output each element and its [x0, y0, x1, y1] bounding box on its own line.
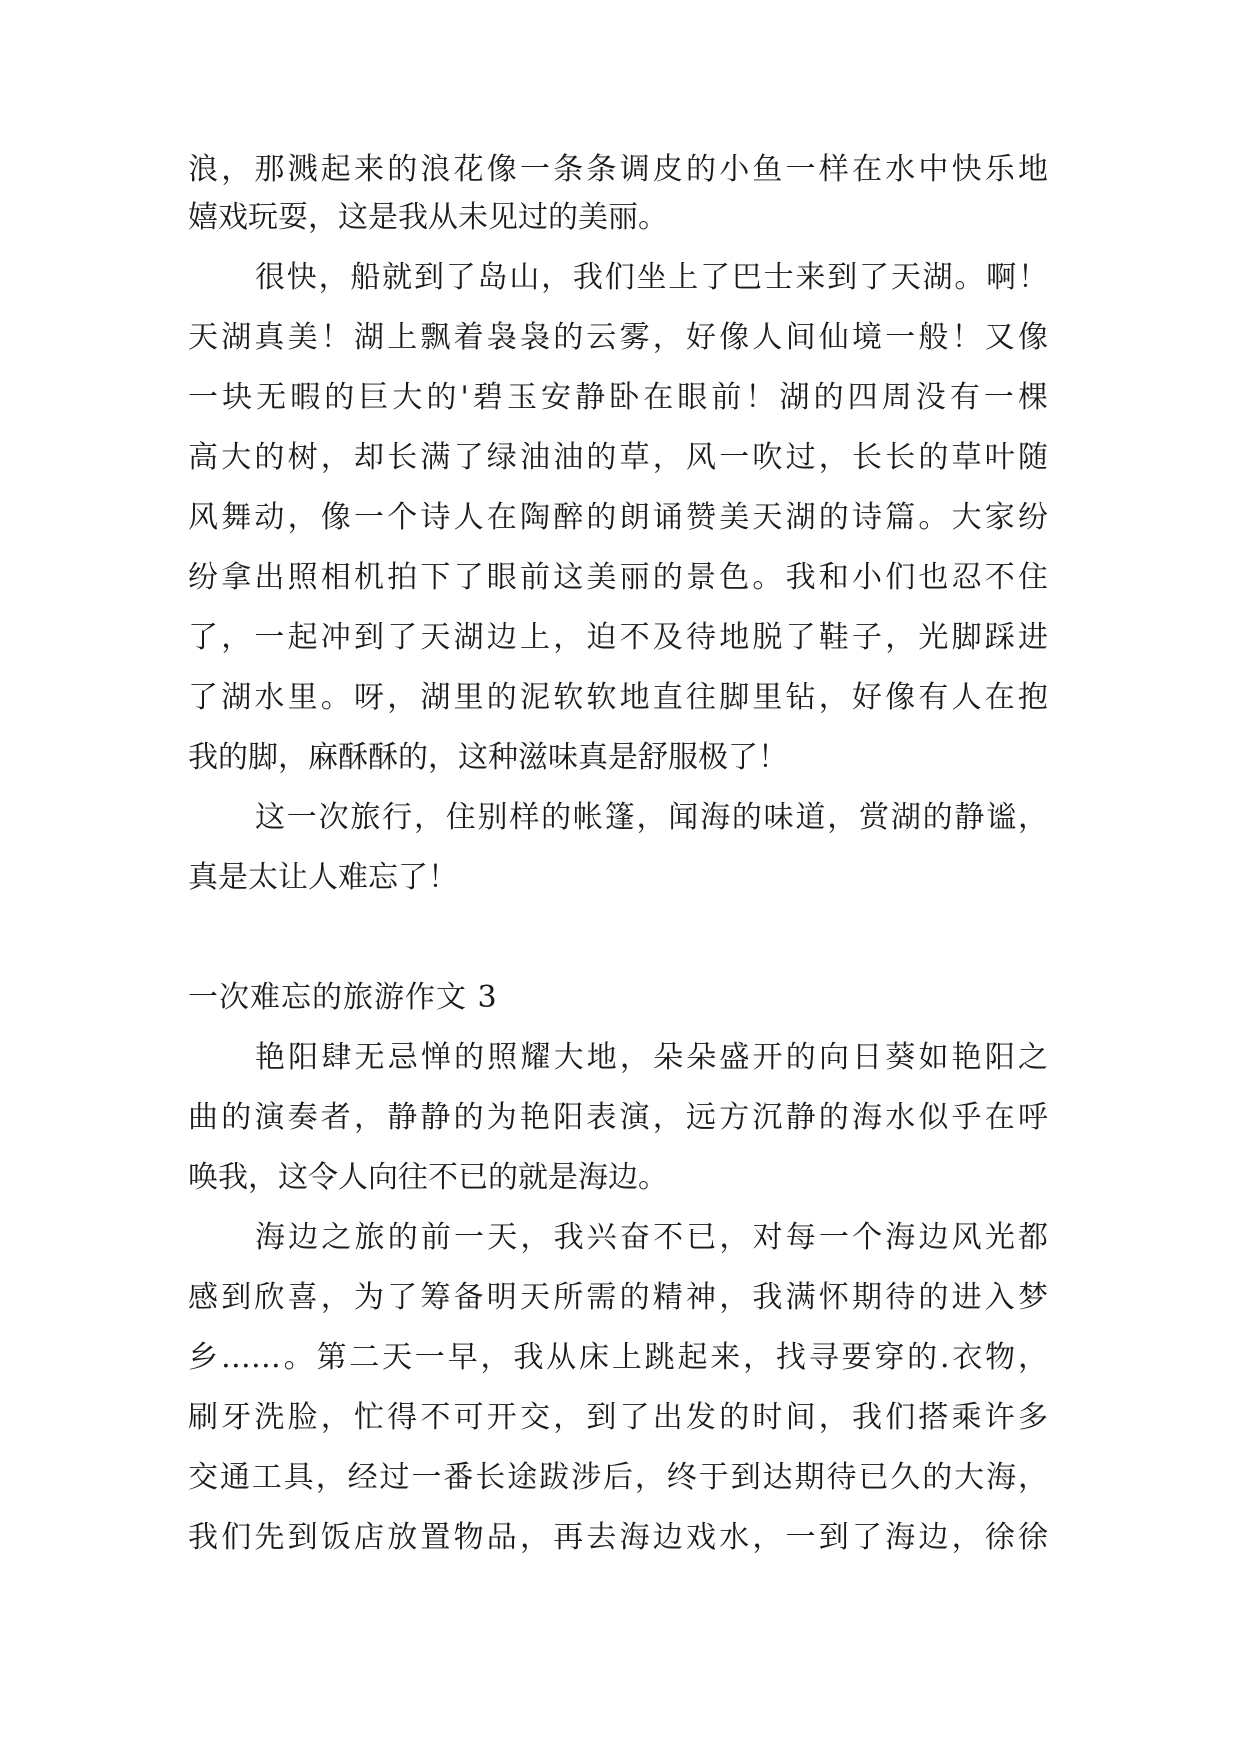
paragraph-line: 风舞动，像一个诗人在陶醉的朗诵赞美天湖的诗篇。大家纷	[188, 500, 1048, 535]
paragraph-line: 浪，那溅起来的浪花像一条条调皮的小鱼一样在水中快乐地	[188, 152, 1048, 187]
section-heading: 一次难忘的旅游作文 3	[188, 980, 498, 1015]
paragraph-line: 感到欣喜，为了筹备明天所需的精神，我满怀期待的进入梦	[188, 1280, 1048, 1315]
paragraph-line: 真是太让人难忘了！	[188, 860, 458, 895]
paragraph-line: 我的脚，麻酥酥的，这种滋味真是舒服极了！	[188, 740, 788, 775]
paragraph-line: 很快，船就到了岛山，我们坐上了巴士来到了天湖。啊！	[255, 260, 1048, 295]
paragraph-line: 了，一起冲到了天湖边上，迫不及待地脱了鞋子，光脚踩进	[188, 620, 1048, 655]
paragraph-line: 乡……。第二天一早，我从床上跳起来，找寻要穿的.衣物，	[188, 1340, 1048, 1375]
paragraph-line: 刷牙洗脸，忙得不可开交，到了出发的时间，我们搭乘许多	[188, 1400, 1048, 1435]
paragraph-line: 了湖水里。呀，湖里的泥软软地直往脚里钻，好像有人在抱	[188, 680, 1048, 715]
paragraph-line: 唤我，这令人向往不已的就是海边。	[188, 1160, 668, 1195]
paragraph-line: 艳阳肆无忌惮的照耀大地，朵朵盛开的向日葵如艳阳之	[255, 1040, 1048, 1075]
paragraph-line: 海边之旅的前一天，我兴奋不已，对每一个海边风光都	[255, 1220, 1048, 1255]
paragraph-line: 一块无暇的巨大的'碧玉安静卧在眼前！湖的四周没有一棵	[188, 380, 1048, 415]
paragraph-line: 纷拿出照相机拍下了眼前这美丽的景色。我和小们也忍不住	[188, 560, 1048, 595]
paragraph-line: 天湖真美！湖上飘着袅袅的云雾，好像人间仙境一般！又像	[188, 320, 1048, 355]
paragraph-line: 我们先到饭店放置物品，再去海边戏水，一到了海边，徐徐	[188, 1520, 1048, 1555]
paragraph-line: 嬉戏玩耍，这是我从未见过的美丽。	[188, 200, 668, 235]
paragraph-line: 这一次旅行，住别样的帐篷，闻海的味道，赏湖的静谧，	[255, 800, 1048, 835]
paragraph-line: 曲的演奏者，静静的为艳阳表演，远方沉静的海水似乎在呼	[188, 1100, 1048, 1135]
paragraph-line: 交通工具，经过一番长途跋涉后，终于到达期待已久的大海，	[188, 1460, 1048, 1495]
paragraph-line: 高大的树，却长满了绿油油的草，风一吹过，长长的草叶随	[188, 440, 1048, 475]
